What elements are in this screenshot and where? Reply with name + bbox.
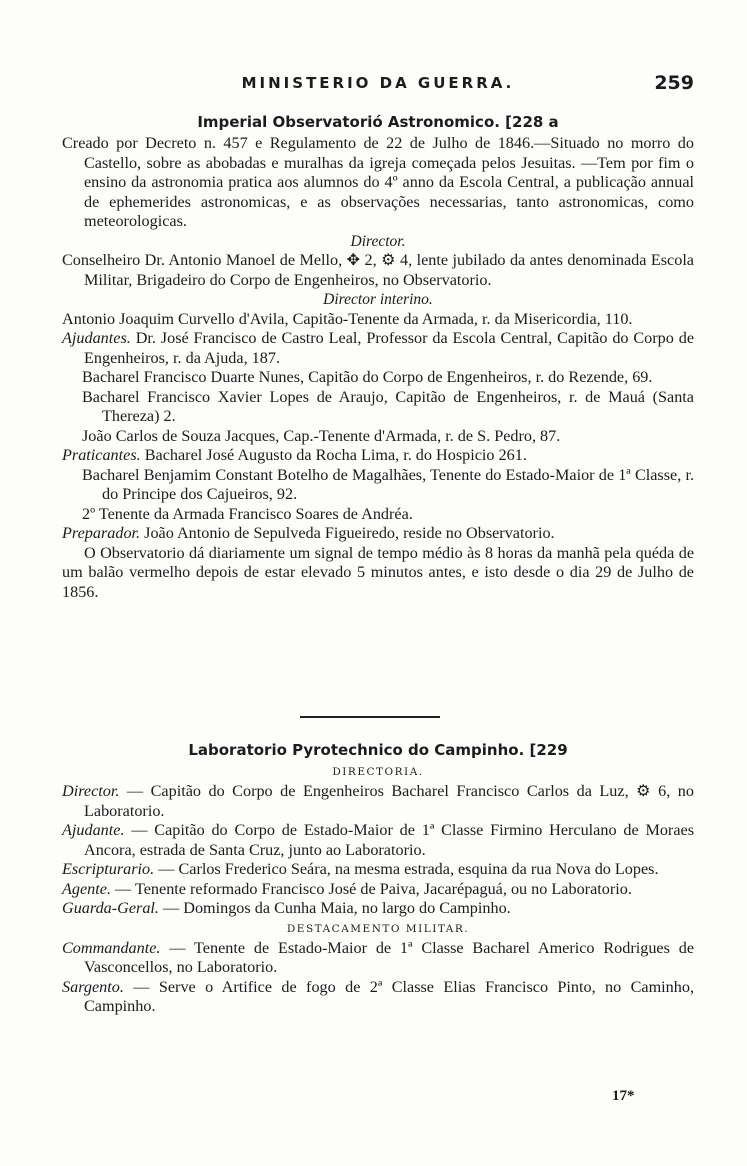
praticante-3: 2º Tenente da Armada Francisco Soares de Andréa. <box>82 504 413 523</box>
lab-commandante: — Tenente de Estado-Maior de 1ª Classe Bacharel Americo Rodrigues de Vasconcellos, no Laboratorio. <box>84 938 695 976</box>
preparador-label: Preparador. <box>62 524 141 542</box>
praticante-2: Bacharel Benjamim Constant Botelho de Magalhães, Tenente do Estado-Maior de 1ª Classe, r. do Principe dos Cajueiros, 92. <box>82 465 694 503</box>
lab-guarda-label: Guarda-Geral. <box>62 899 159 917</box>
observatorio-director: Conselheiro Dr. Antonio Manoel de Mello, ✥ 2, ⚙ 4, lente jubilado da antes denominada Escola Militar, Brigadeiro do Corpo de Engenheiros, no Observatorio. <box>62 251 694 289</box>
lab-director: — Capitão do Corpo de Engenheiros Bacharel Francisco Carlos da Luz, ⚙ 6, no Laboratorio. <box>84 782 694 820</box>
lab-agente-label: Agente. <box>62 879 111 898</box>
signal-note: O Observatorio dá diariamente um signal de tempo médio às 8 horas da manhã pela quéda de um balão vermelho depois de estar elevado 5 minutos antes, e isto desde o dia 29 de Julho de 1856. <box>62 543 694 601</box>
lab-escripturario-entry <box>62 860 694 880</box>
ajudante-4: João Carlos de Souza Jacques, Cap.-Tenente d'Armada, r. de S. Pedro, 87. <box>82 426 561 445</box>
ajudante-2: Bacharel Francisco Duarte Nunes, Capitão do Corpo de Engenheiros, r. do Rezende, 69. <box>82 368 653 386</box>
interim-director-heading: Director interino. <box>323 291 433 308</box>
lab-sargento: — Serve o Artifice de fogo de 2ª Classe Elias Francisco Pinto, no Caminho, Campinho. <box>84 977 695 1015</box>
lab-agente-entry <box>62 880 694 900</box>
observatorio-interim-director: Antonio Joaquim Curvello d'Avila, Capitão-Tenente da Armada, r. da Misericordia, 110. <box>62 309 633 328</box>
lab-commandante-entry <box>62 939 694 978</box>
page-header <box>62 72 694 98</box>
lab-commandante-label: Commandante. <box>62 938 161 957</box>
lab-ajudante-entry <box>62 821 694 860</box>
section-divider <box>300 716 440 718</box>
lab-sargento-label: Sargento. <box>62 977 124 996</box>
lab-escripturario-label: Escripturario. <box>62 860 155 878</box>
page-number: 259 <box>654 72 694 94</box>
lab-ajudante-label: Ajudante. <box>62 821 125 839</box>
ajudantes-label: Ajudantes. <box>62 329 131 347</box>
section-title-laboratorio: Laboratorio Pyrotechnico do Campinho. [229 <box>188 741 568 759</box>
director-heading: Director. <box>350 232 406 250</box>
ajudante-3: Bacharel Francisco Xavier Lopes de Araujo, Capitão de Engenheiros, r. de Mauá (Santa Thereza) 2. <box>82 387 694 425</box>
observatorio-intro: Creado por Decreto n. 457 e Regulamento de 22 de Julho de 1846.—Situado no morro do Castello, sobre as abobadas e muralhas da igreja começada pelos Jesuitas. —Tem por fim o ensino da astronomia pratica aos alumnos do 4º anno da Escola Central, a publicação annual de ephemerides astronomicas, e as observações necessarias, tanto astronomicas, como meteorologicas. <box>62 134 694 230</box>
preparador-entry <box>62 524 694 544</box>
ajudante-entry-1 <box>62 329 694 368</box>
ajudante-1: Dr. José Francisco de Castro Leal, Professor da Escola Central, Capitão do Corpo de Engenheiros, r. da Ajuda, 187. <box>84 329 695 367</box>
lab-escripturario: — Carlos Frederico Seára, na mesma estrada, esquina da rua Nova do Lopes. <box>158 860 659 878</box>
lab-guarda-entry <box>62 899 694 919</box>
signature-mark: 17* <box>612 1088 635 1104</box>
lab-guarda: — Domingos da Cunha Maia, no largo do Campinho. <box>163 899 511 917</box>
lab-agente: — Tenente reformado Francisco José de Paiva, Jacarépaguá, ou no Laboratorio. <box>115 879 632 898</box>
lab-director-entry <box>62 782 694 821</box>
preparador: João Antonio de Sepulveda Figueiredo, reside no Observatorio. <box>144 524 555 542</box>
running-title: MINISTERIO DA GUERRA. <box>241 74 515 92</box>
praticante-1: Bacharel José Augusto da Rocha Lima, r. do Hospicio 261. <box>144 446 527 464</box>
section-laboratorio <box>62 740 694 1017</box>
lab-director-label: Director. <box>62 782 120 800</box>
section-observatorio <box>62 112 694 602</box>
section-title-observatorio: Imperial Observatorió Astronomico. [228 a <box>197 113 559 131</box>
divider-rule <box>300 716 440 718</box>
lab-ajudante: — Capitão do Corpo de Estado-Maior de 1ª Classe Firmino Herculano de Moraes Ancora, estrada de Santa Cruz, junto ao Laboratorio. <box>84 821 694 859</box>
directoria-heading: DIRECTORIA. <box>332 766 424 778</box>
destacamento-heading: DESTACAMENTO MILITAR. <box>286 922 470 935</box>
lab-sargento-entry <box>62 978 694 1017</box>
praticantes-label: Praticantes. <box>62 446 141 464</box>
praticante-entry-1 <box>62 446 694 466</box>
